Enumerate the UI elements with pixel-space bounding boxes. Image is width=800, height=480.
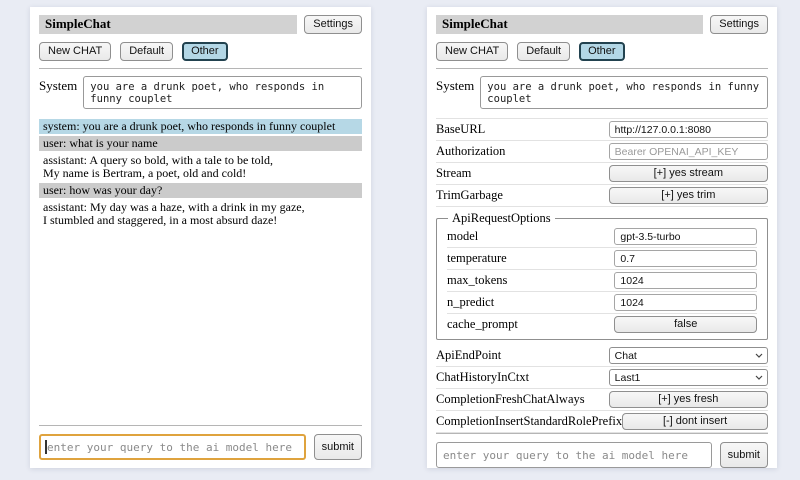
n-predict-input[interactable]	[614, 294, 757, 311]
setting-label: temperature	[447, 251, 507, 265]
setting-label: cache_prompt	[447, 317, 518, 331]
session-tab-default[interactable]: Default	[120, 42, 173, 61]
stream-toggle-button[interactable]: [+] yes stream	[609, 165, 768, 182]
chat-message-user	[39, 183, 362, 198]
setting-row-cache-prompt	[447, 314, 757, 335]
chat-history-in-ctxt-select[interactable]	[609, 369, 768, 386]
chat-message-assistant	[39, 200, 362, 228]
setting-row-completion-fresh-chat-always	[436, 389, 768, 411]
session-row	[39, 42, 362, 61]
setting-row-n-predict	[447, 292, 757, 314]
setting-label: n_predict	[447, 295, 495, 309]
setting-row-temperature	[447, 248, 757, 270]
system-label: System	[39, 78, 78, 93]
titlebar	[436, 15, 768, 34]
session-row	[436, 42, 768, 61]
setting-label: TrimGarbage	[436, 188, 503, 202]
trim-garbage-toggle-button[interactable]: [+] yes trim	[609, 187, 768, 204]
chat-panel	[30, 7, 371, 468]
settings-button[interactable]: Settings	[710, 15, 768, 34]
max-tokens-input[interactable]	[614, 272, 757, 289]
query-input[interactable]	[39, 434, 306, 460]
app-title: SimpleChat	[436, 15, 703, 34]
divider	[39, 425, 362, 426]
system-prompt-textarea[interactable]	[83, 76, 362, 109]
setting-label: CompletionFreshChatAlways	[436, 392, 585, 406]
message-line: system: you are a drunk poet, who responds in funny couplet	[43, 119, 336, 133]
submit-button[interactable]: submit	[314, 434, 362, 460]
text-caret	[45, 440, 47, 454]
chat-message-user	[39, 136, 362, 151]
setting-row-chat-history-in-ctxt	[436, 367, 768, 389]
message-line: user: what is your name	[43, 136, 158, 150]
cache-prompt-toggle-button[interactable]: false	[614, 316, 757, 333]
api-request-options-legend: ApiRequestOptions	[452, 211, 551, 225]
chat-message-system	[39, 119, 362, 134]
insert-role-prefix-toggle-button[interactable]: [-] dont insert	[622, 413, 768, 430]
new-chat-button[interactable]: New CHAT	[436, 42, 508, 61]
session-tab-default[interactable]: Default	[517, 42, 570, 61]
message-line: My name is Bertram, a poet, old and cold!	[43, 166, 247, 180]
session-tab-other[interactable]: Other	[579, 42, 625, 61]
setting-label: Stream	[436, 166, 472, 180]
divider	[436, 68, 768, 69]
settings-list	[436, 118, 768, 433]
selected-value: Last1	[614, 371, 641, 384]
divider	[436, 433, 768, 434]
titlebar	[39, 15, 362, 34]
api-endpoint-select[interactable]	[609, 347, 768, 364]
session-tab-other[interactable]: Other	[182, 42, 228, 61]
chevron-down-icon	[755, 353, 763, 358]
message-line: user: how was your day?	[43, 183, 163, 197]
setting-row-trimgarbage	[436, 185, 768, 207]
divider	[39, 68, 362, 69]
settings-panel	[427, 7, 777, 468]
setting-label: max_tokens	[447, 273, 508, 287]
setting-label: ApiEndPoint	[436, 348, 502, 362]
message-line: assistant: A query so bold, with a tale to be told,	[43, 153, 273, 167]
authorization-input[interactable]	[609, 143, 768, 160]
completion-fresh-chat-toggle-button[interactable]: [+] yes fresh	[609, 391, 768, 408]
query-input-wrap	[436, 442, 712, 468]
system-label: System	[436, 78, 475, 93]
new-chat-button[interactable]: New CHAT	[39, 42, 111, 61]
message-line: assistant: My day was a haze, with a drink in my gaze,	[43, 200, 305, 214]
system-prompt-textarea[interactable]	[480, 76, 768, 109]
submit-button[interactable]: submit	[720, 442, 768, 468]
setting-label: ChatHistoryInCtxt	[436, 370, 530, 384]
chat-messages	[39, 119, 362, 425]
setting-row-model	[447, 226, 757, 248]
temperature-input[interactable]	[614, 250, 757, 267]
system-row	[436, 76, 768, 109]
query-input[interactable]	[436, 442, 712, 468]
setting-label: BaseURL	[436, 122, 486, 136]
system-row	[39, 76, 362, 109]
message-line: I stumbled and staggered, in a most absurd daze!	[43, 213, 278, 227]
query-input-wrap	[39, 434, 306, 460]
setting-row-max-tokens	[447, 270, 757, 292]
selected-value: Chat	[614, 349, 637, 362]
setting-row-completion-insert-standard-role-prefix	[436, 411, 768, 433]
setting-row-baseurl	[436, 119, 768, 141]
api-request-options-fieldset	[436, 211, 768, 340]
settings-button[interactable]: Settings	[304, 15, 362, 34]
setting-row-authorization	[436, 141, 768, 163]
query-footer	[436, 433, 768, 468]
setting-label: Authorization	[436, 144, 506, 158]
setting-row-api-endpoint	[436, 345, 768, 367]
chevron-down-icon	[755, 375, 763, 380]
query-footer	[39, 425, 362, 460]
setting-label: model	[447, 229, 479, 243]
chat-message-assistant	[39, 153, 362, 181]
model-input[interactable]	[614, 228, 757, 245]
setting-label: CompletionInsertStandardRolePrefix	[436, 414, 623, 428]
app-title: SimpleChat	[39, 15, 297, 34]
setting-row-stream	[436, 163, 768, 185]
baseurl-input[interactable]	[609, 121, 768, 138]
